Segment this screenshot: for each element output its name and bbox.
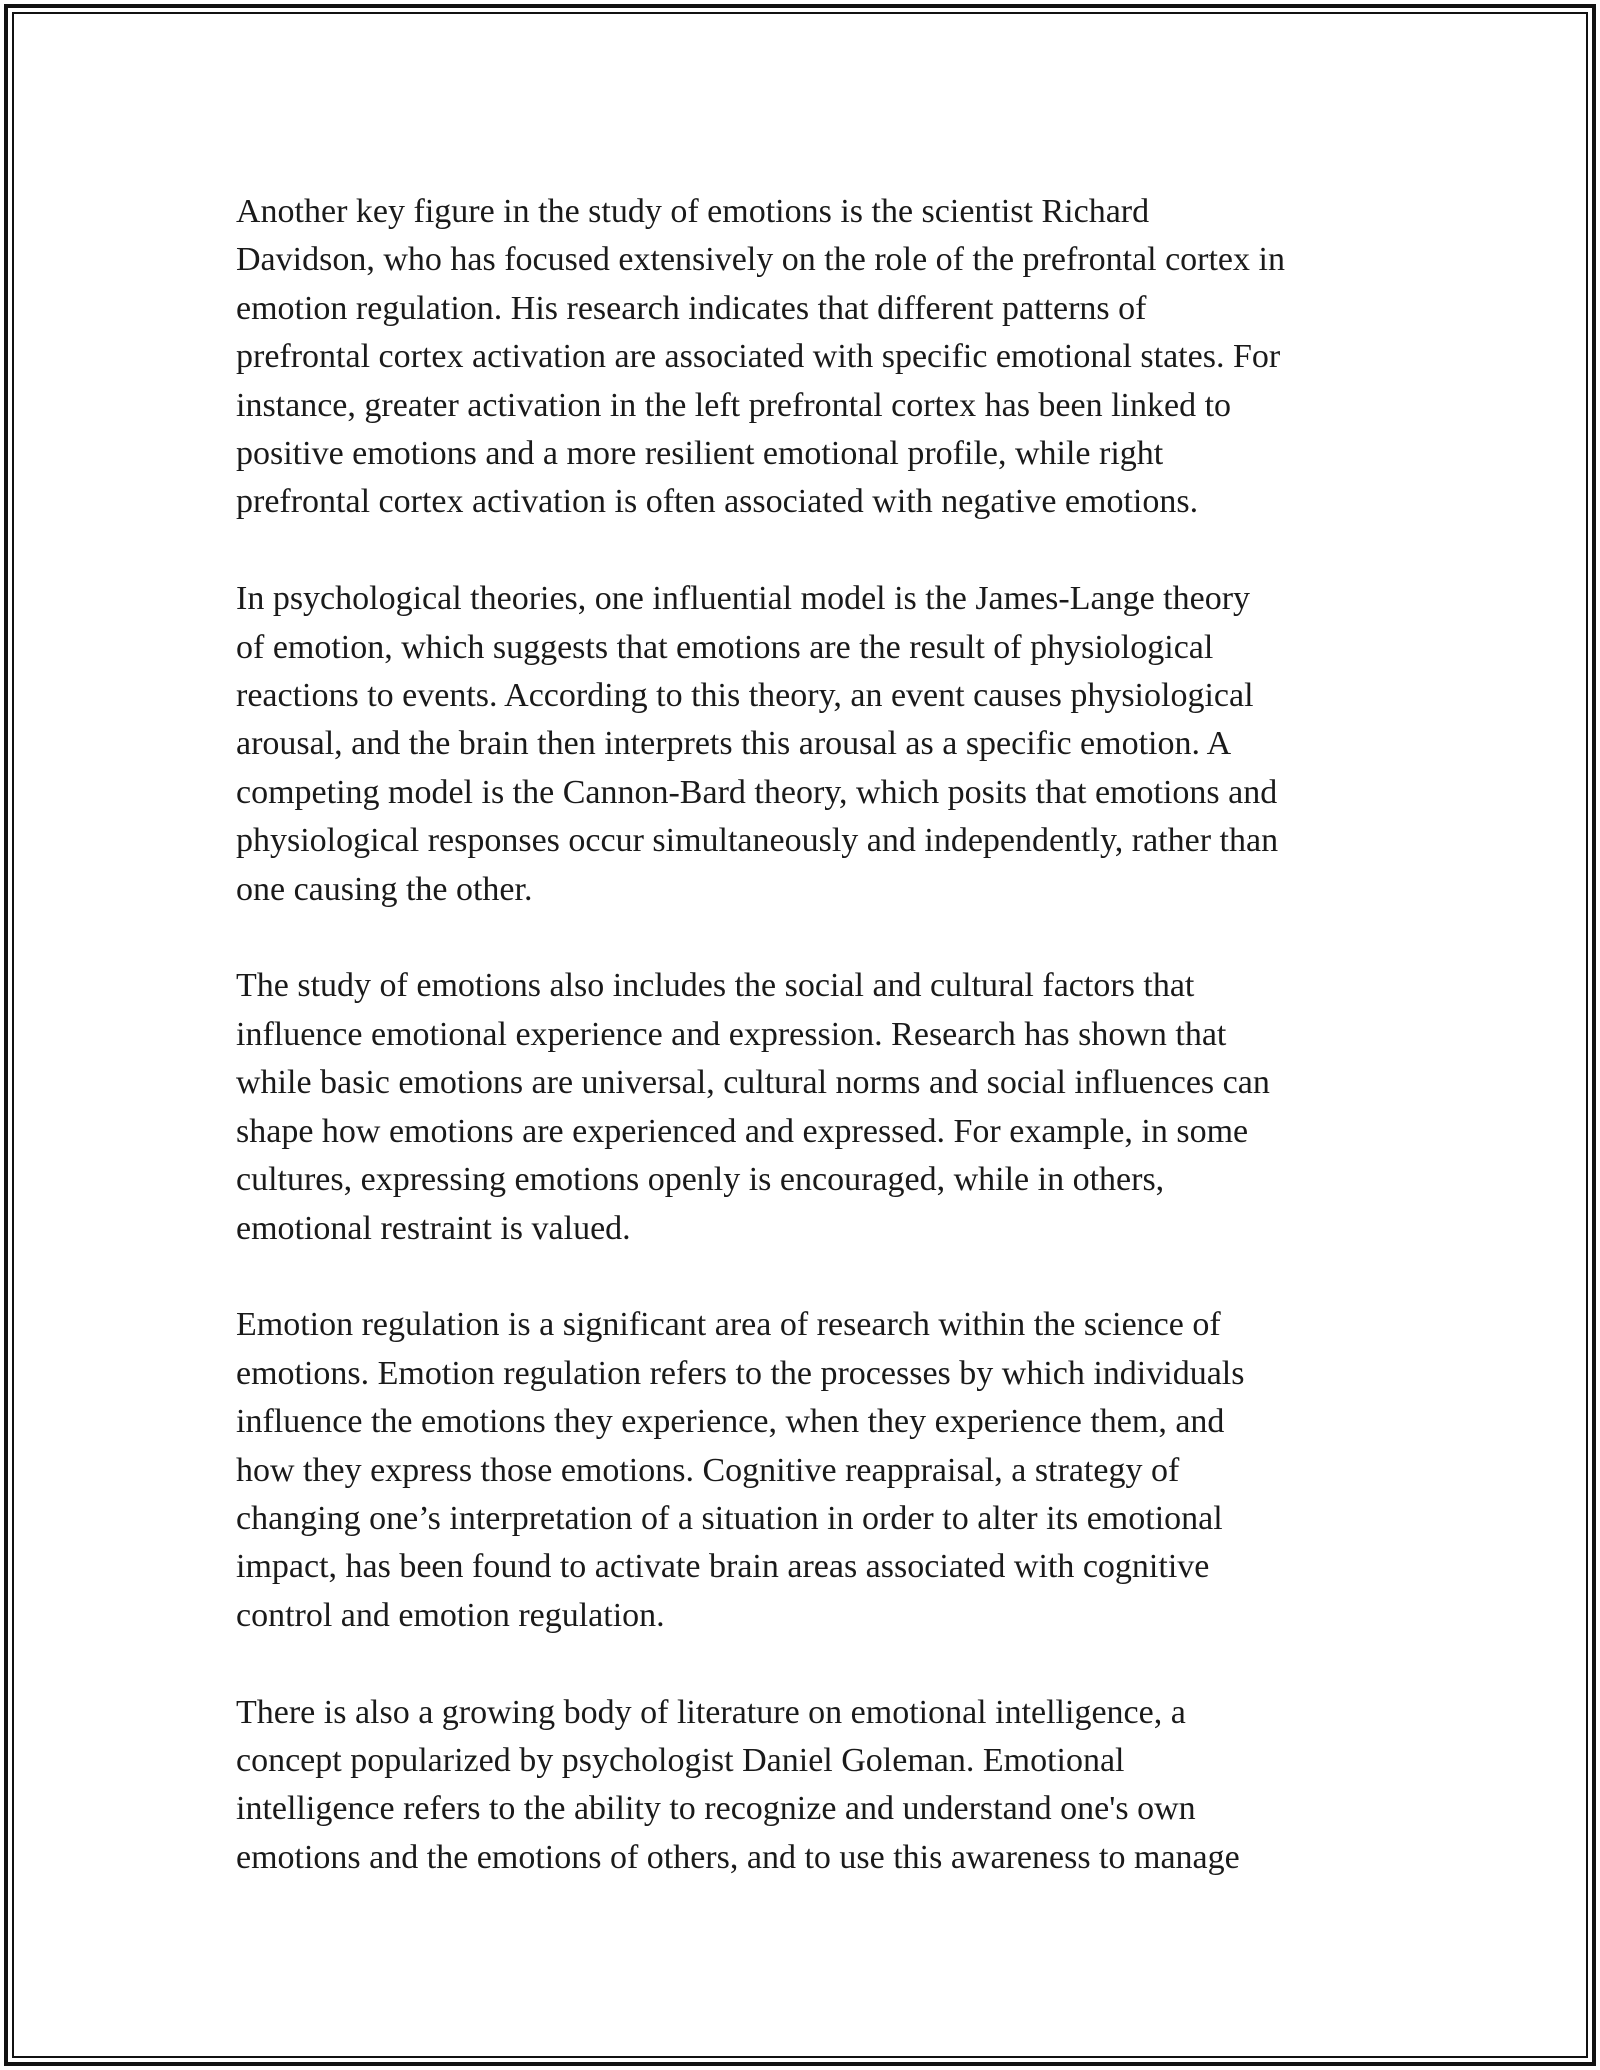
paragraph-davidson: [236, 188, 1396, 527]
text-line: In psychological theories, one influential model is the James-Lange theory: [236, 580, 1251, 618]
text-line: positive emotions and a more resilient emotional profile, while right: [236, 435, 1164, 473]
text-line: emotions and the emotions of others, and to use this awareness to manage: [236, 1838, 1240, 1876]
text-line: control and emotion regulation.: [236, 1596, 665, 1634]
text-line: emotion regulation. His research indicates that different patterns of: [236, 289, 1147, 327]
paragraph-social-cultural: [236, 962, 1396, 1252]
text-line: while basic emotions are universal, cultural norms and social influences can: [236, 1064, 1270, 1102]
text-line: concept popularized by psychologist Daniel Goleman. Emotional: [236, 1741, 1125, 1779]
paragraph-emotion-regulation: [236, 1301, 1396, 1640]
text-line: intelligence refers to the ability to recognize and understand one's own: [236, 1790, 1196, 1828]
text-line: Emotion regulation is a significant area of research within the science of: [236, 1306, 1221, 1344]
text-line: There is also a growing body of literature on emotional intelligence, a: [236, 1693, 1186, 1731]
text-line: how they express those emotions. Cognitive reappraisal, a strategy of: [236, 1451, 1180, 1489]
text-line: arousal, and the brain then interprets this arousal as a specific emotion. A: [236, 725, 1232, 763]
text-line: instance, greater activation in the left prefrontal cortex has been linked to: [236, 386, 1232, 424]
paragraph-psychological-theories: [236, 575, 1396, 914]
text-line: changing one’s interpretation of a situation in order to alter its emotional: [236, 1499, 1223, 1537]
text-line: shape how emotions are experienced and expressed. For example, in some: [236, 1112, 1249, 1150]
text-line: impact, has been found to activate brain areas associated with cognitive: [236, 1548, 1210, 1586]
text-line: one causing the other.: [236, 870, 533, 908]
text-line: emotions. Emotion regulation refers to the processes by which individuals: [236, 1354, 1245, 1392]
text-line: influence emotional experience and expression. Research has shown that: [236, 1015, 1227, 1053]
text-line: influence the emotions they experience, when they experience them, and: [236, 1403, 1225, 1441]
paragraph-emotional-intelligence: [236, 1689, 1396, 1883]
text-line: of emotion, which suggests that emotions are the result of physiological: [236, 628, 1214, 666]
text-line: cultures, expressing emotions openly is encouraged, while in others,: [236, 1161, 1165, 1199]
text-line: physiological responses occur simultaneously and independently, rather than: [236, 822, 1279, 860]
text-line: emotional restraint is valued.: [236, 1209, 631, 1247]
text-line: The study of emotions also includes the social and cultural factors that: [236, 967, 1195, 1005]
text-line: prefrontal cortex activation is often associated with negative emotions.: [236, 483, 1199, 521]
text-line: Davidson, who has focused extensively on the role of the prefrontal cortex in: [236, 241, 1285, 279]
text-line: Another key figure in the study of emotions is the scientist Richard: [236, 193, 1150, 230]
text-line: competing model is the Cannon-Bard theory, which posits that emotions and: [236, 773, 1278, 811]
text-line: reactions to events. According to this theory, an event causes physiological: [236, 677, 1254, 715]
document-body: [236, 188, 1396, 1931]
text-line: prefrontal cortex activation are associated with specific emotional states. For: [236, 338, 1281, 376]
